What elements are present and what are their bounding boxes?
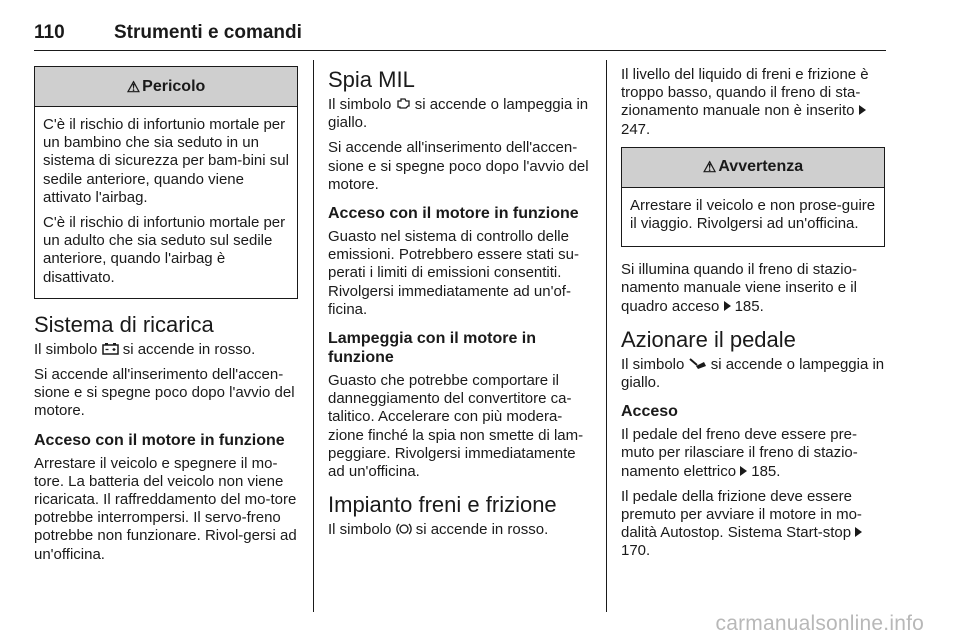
- chapter-title: Strumenti e comandi: [114, 22, 302, 43]
- brake-icon: [396, 521, 412, 539]
- warning-box-header: [622, 148, 884, 188]
- watermark: carmanualsonline.info: [715, 612, 924, 635]
- engine-icon: [396, 96, 411, 114]
- charging-text-3: Arrestare il veicolo e spegnere il mo-tore. La batteria del veicolo non viene ricaricata. Il raffreddamento del mo-tore potrebbe interrompersi. Il servo-freno potrebbe non funzionare. Rivol-gersi ad un'officina.: [34, 454, 297, 563]
- page-ref: 247.: [621, 120, 651, 138]
- mil-text-3: Guasto nel sistema di controllo delle emissioni. Potrebbero essere stati su-perati i limiti di emissioni consentiti. Rivolgersi immediatamente ad un'of-ficina.: [328, 228, 579, 318]
- page-ref: 185.: [734, 297, 764, 315]
- battery-icon: [102, 341, 119, 359]
- page-ref-icon: [740, 466, 747, 476]
- mil-heading: Spia MIL: [328, 67, 415, 92]
- page-ref-icon: [724, 301, 731, 311]
- mil-subheading-2: Lampeggia con il motore in funzione: [328, 330, 537, 367]
- pedal-subheading: Acceso: [621, 403, 678, 421]
- mil-text-2: Si accende all'inserimento dell'accen-sione e si spegne poco dopo l'avvio del motore.: [328, 139, 589, 193]
- pedal-heading: Azionare il pedale: [621, 326, 796, 352]
- brakes-symbol-text: Il simbolo si accende in rosso.: [328, 521, 549, 539]
- fluid-text: Il livello del liquido di freni e frizione è troppo basso, quando il freno di sta-zionamento manuale non è inserito 247.: [621, 66, 869, 138]
- mil-text-4: Guasto che potrebbe comportare il danneggiamento del convertitore ca-talitico. Accelerare con più modera-zione finché la spia non smette di lam-peggiare. Rivolgersi immediatamente ad un'officina.: [328, 372, 584, 481]
- charging-symbol-text: Il simbolo si accende in rosso.: [34, 340, 256, 358]
- danger-box: [34, 66, 298, 299]
- page-header: [34, 22, 886, 51]
- danger-text-2: C'è il rischio di infortunio mortale per un adulto che sia seduto sul sedile anteriore, quando l'airbag è disattivato.: [43, 214, 286, 286]
- warning-triangle-icon: ⚠: [702, 159, 717, 177]
- mil-symbol-text: Il simbolo si accende o lampeggia in giallo.: [328, 96, 589, 132]
- charging-text-2: Si accende all'inserimento dell'accen-sione e si spegne poco dopo l'avvio del motore.: [34, 366, 295, 420]
- page-ref-icon: [859, 105, 866, 115]
- column-3: [621, 66, 885, 568]
- pedal-text-3: Il pedale della frizione deve essere premuto per avviare il motore in mo-dalità Autostop. Sistema Start-stop 170.: [621, 487, 862, 560]
- brakes-heading: Impianto freni e frizione: [328, 492, 557, 518]
- warning-box: [621, 147, 885, 247]
- pedal-icon: [689, 356, 707, 374]
- column-2: [328, 66, 592, 546]
- mil-subheading-1: Acceso con il motore in funzione: [328, 205, 579, 223]
- pedal-symbol-text: Il simbolo si accende o lampeggia in giallo.: [621, 355, 885, 392]
- page-number: 110: [34, 22, 65, 43]
- column-divider-1: [313, 60, 314, 612]
- page-ref-icon: [855, 527, 862, 537]
- pedal-text-2: Il pedale del freno deve essere pre-muto per rilasciare il freno di stazio-namento elettrico 185.: [621, 426, 858, 480]
- column-divider-2: [606, 60, 607, 612]
- danger-box-title: Pericolo: [142, 77, 206, 95]
- page-ref: 170.: [621, 542, 651, 560]
- column-1: [34, 66, 298, 571]
- warning-triangle-icon: ⚠: [126, 78, 141, 96]
- warning-box-title: Avvertenza: [718, 158, 804, 176]
- warning-text: Arrestare il veicolo e non prose-guire il viaggio. Rivolgersi ad un'officina.: [630, 196, 876, 233]
- page-ref: 185.: [751, 462, 781, 480]
- parking-brake-text: Si illumina quando il freno di stazio-namento manuale viene inserito e il quadro acceso 185.: [621, 261, 857, 315]
- charging-heading: Sistema di ricarica: [34, 311, 214, 337]
- charging-subheading: Acceso con il motore in funzione: [34, 431, 285, 449]
- danger-text-1: C'è il rischio di infortunio mortale per un bambino che sia seduto in un sistema di sicurezza per bam-bini sul sedile anteriore, quando viene attivato l'airbag.: [43, 116, 289, 206]
- danger-box-header: [35, 67, 297, 107]
